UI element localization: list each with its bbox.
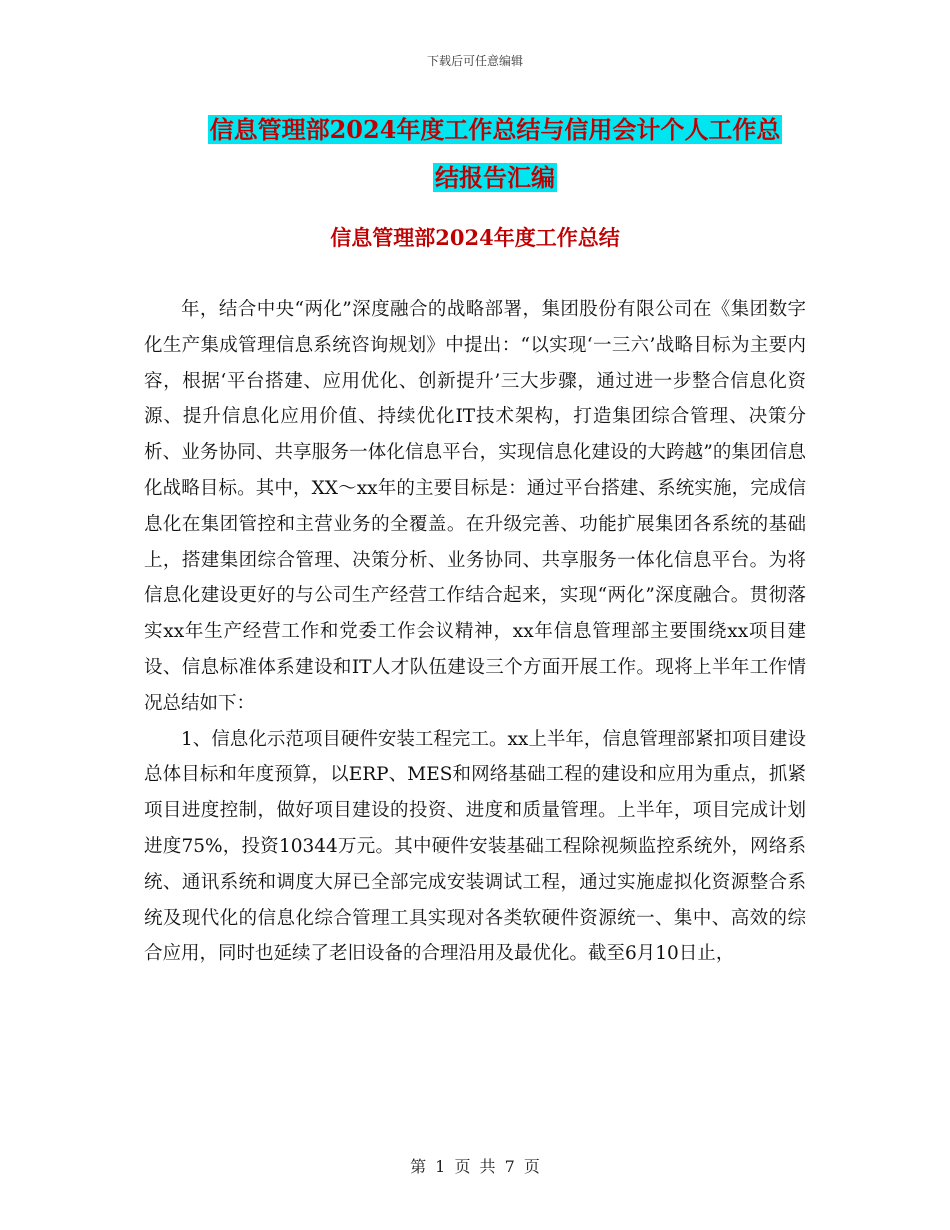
paragraph-intro: 年，结合中央“两化”深度融合的战略部署，集团股份有限公司在《集团数字化生产集成管理信息系统咨询规划》中提出：“以实现‘一三六’战略目标为主要内容，根据‘平台搭建、应用优化、创新提升’三大步骤，通过进一步整合信息化资源、提升信息化应用价值、持续优化IT技术架构，打造集团综合管理、决策分析、业务协同、共享服务一体化信息平台，实现信息化建设的大跨越”的集团信息化战略目标。其中，XX～xx年的主要目标是：通过平台搭建、系统实施，完成信息化在集团管控和主营业务的全覆盖。在升级完善、功能扩展集团各系统的基础上，搭建集团综合管理、决策分析、业务协同、共享服务一体化信息平台。为将信息化建设更好的与公司生产经营工作结合起来，实现“两化”深度融合。贯彻落实xx年生产经营工作和党委工作会议精神，xx年信息管理部主要围绕xx项目建设、信息标准体系建设和IT人才队伍建设三个方面开展工作。现将上半年工作情况总结如下：	[144, 299, 806, 714]
page-number: 第 1 页 共 7 页	[410, 1157, 540, 1176]
document-title-line-1: 信息管理部2024年度工作总结与信用会计个人工作总	[209, 115, 781, 144]
document-title	[150, 106, 840, 202]
paragraph-item-1: 1、信息化示范项目硬件安装工程完工。xx上半年，信息管理部紧扣项目建设总体目标和年度预算，以ERP、MES和网络基础工程的建设和应用为重点，抓紧项目进度控制，做好项目建设的投资、进度和质量管理。上半年，项目完成计划进度75%，投资10344万元。其中硬件安装基础工程除视频监控系统外，网络系统、通讯系统和调度大屏已全部完成安装调试工程，通过实施虚拟化资源整合系统及现代化的信息化综合管理工具实现对各类软硬件资源统一、集中、高效的综合应用，同时也延续了老旧设备的合理沿用及最优化。截至6月10日止，	[144, 728, 806, 965]
header-note: 下载后可任意编辑	[426, 54, 523, 68]
section-title: 信息管理部2024年度工作总结	[330, 225, 620, 250]
document-title-line-2: 结报告汇编	[435, 163, 555, 192]
document-body	[144, 292, 806, 972]
